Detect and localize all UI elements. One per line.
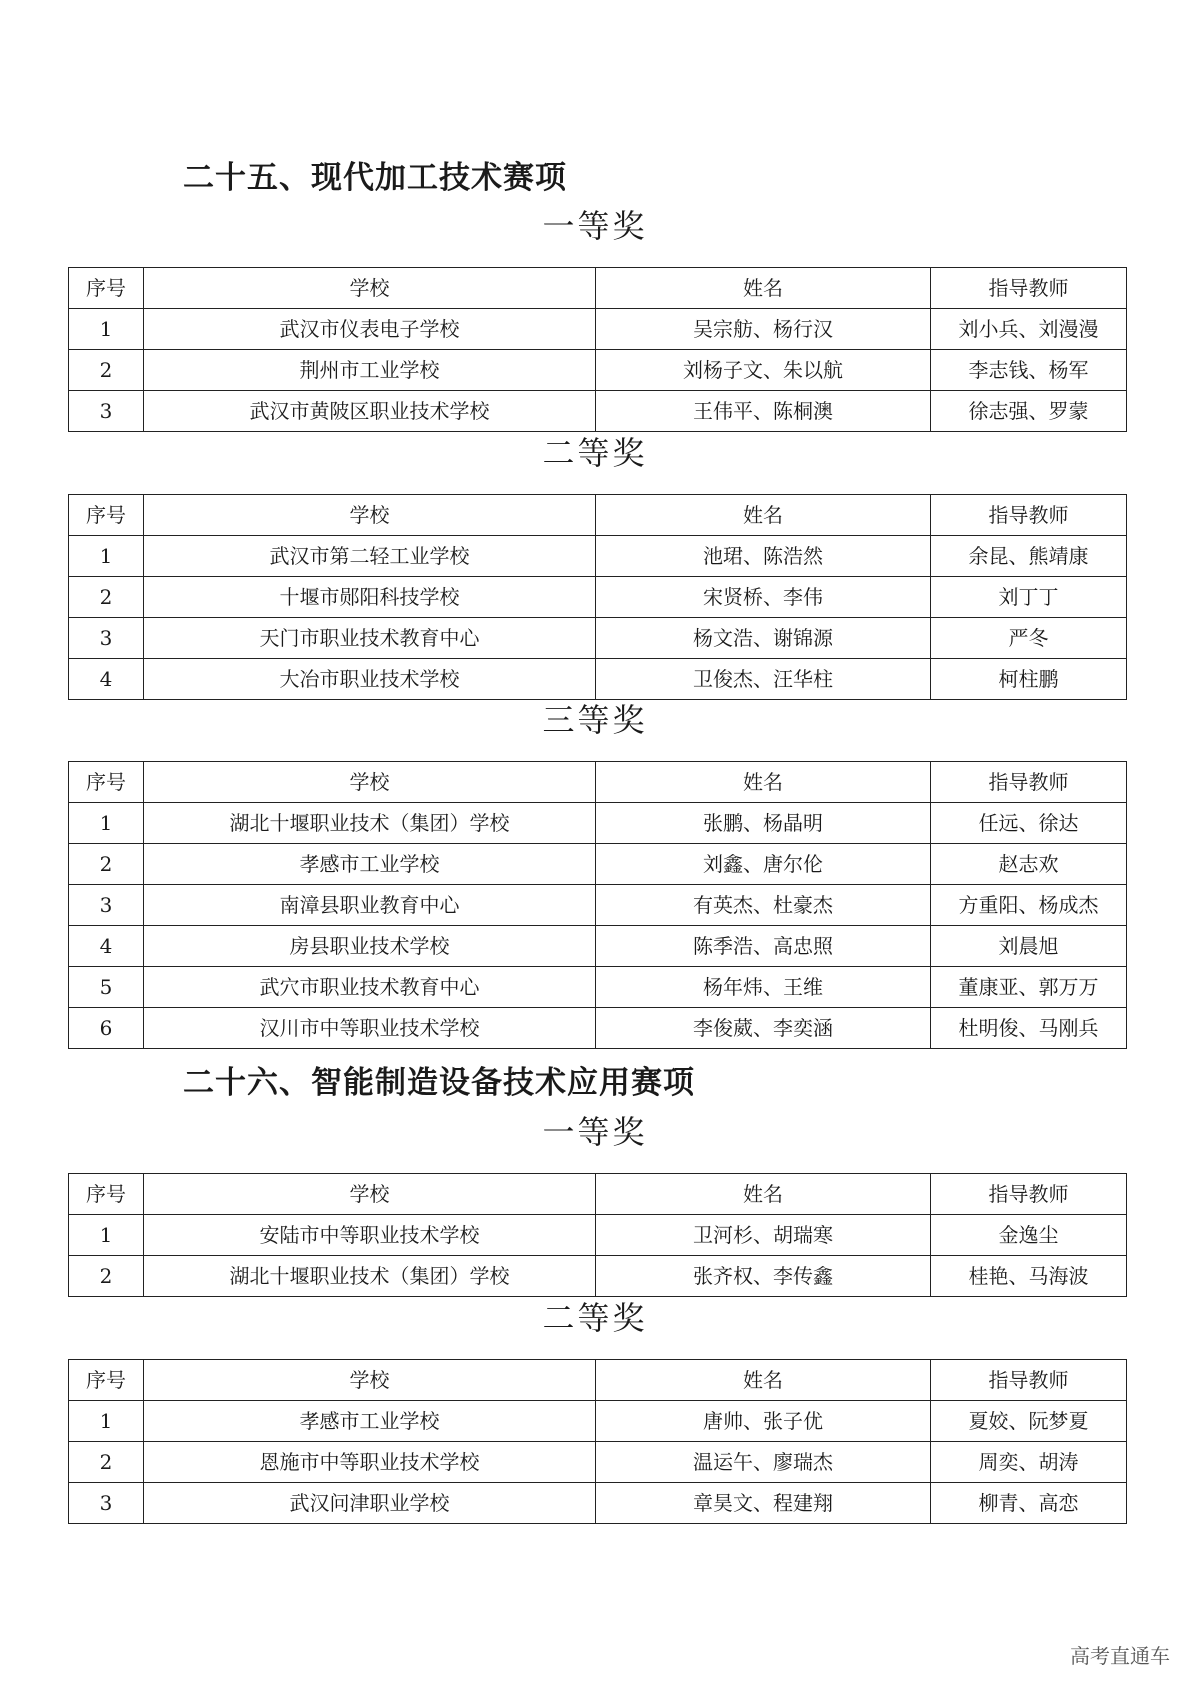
cell-no: 1	[69, 803, 144, 844]
table-row	[69, 926, 1127, 967]
cell-no: 4	[69, 926, 144, 967]
table-row	[69, 967, 1127, 1008]
header-cell: 指导教师	[931, 495, 1127, 536]
cell-school: 武汉问津职业学校	[144, 1483, 596, 1524]
prize-heading: 一等奖	[542, 1113, 648, 1151]
cell-no: 2	[69, 844, 144, 885]
cell-name: 唐帅、张子优	[596, 1401, 931, 1442]
cell-no: 3	[69, 618, 144, 659]
header-cell: 序号	[69, 1174, 144, 1215]
cell-school: 荆州市工业学校	[144, 350, 596, 391]
table-row	[69, 536, 1127, 577]
award-table	[68, 1359, 1127, 1524]
cell-teacher: 董康亚、郭万万	[931, 967, 1127, 1008]
cell-teacher: 方重阳、杨成杰	[931, 885, 1127, 926]
cell-teacher: 金逸尘	[931, 1215, 1127, 1256]
cell-school: 大冶市职业技术学校	[144, 659, 596, 700]
table-header-row	[69, 1360, 1127, 1401]
table-row	[69, 659, 1127, 700]
prize-heading: 一等奖	[542, 207, 648, 245]
header-cell: 姓名	[596, 268, 931, 309]
header-cell: 学校	[144, 762, 596, 803]
table-row	[69, 1442, 1127, 1483]
cell-teacher: 赵志欢	[931, 844, 1127, 885]
header-cell: 姓名	[596, 495, 931, 536]
header-cell: 学校	[144, 495, 596, 536]
cell-teacher: 夏姣、阮梦夏	[931, 1401, 1127, 1442]
cell-teacher: 徐志强、罗蒙	[931, 391, 1127, 432]
cell-name: 宋贤桥、李伟	[596, 577, 931, 618]
cell-school: 孝感市工业学校	[144, 844, 596, 885]
table-row	[69, 1256, 1127, 1297]
cell-no: 3	[69, 1483, 144, 1524]
watermark: 高考直通车	[1070, 1644, 1170, 1668]
cell-teacher: 周奕、胡涛	[931, 1442, 1127, 1483]
cell-no: 3	[69, 391, 144, 432]
cell-name: 王伟平、陈桐澳	[596, 391, 931, 432]
header-cell: 学校	[144, 1174, 596, 1215]
header-cell: 指导教师	[931, 1174, 1127, 1215]
cell-teacher: 刘小兵、刘漫漫	[931, 309, 1127, 350]
cell-teacher: 柯柱鹏	[931, 659, 1127, 700]
header-cell: 姓名	[596, 1174, 931, 1215]
header-cell: 学校	[144, 1360, 596, 1401]
table-row	[69, 1401, 1127, 1442]
cell-teacher: 余昆、熊靖康	[931, 536, 1127, 577]
cell-school: 湖北十堰职业技术（集团）学校	[144, 803, 596, 844]
header-cell: 序号	[69, 762, 144, 803]
table-row	[69, 885, 1127, 926]
cell-name: 刘杨子文、朱以航	[596, 350, 931, 391]
cell-no: 4	[69, 659, 144, 700]
cell-name: 杨文浩、谢锦源	[596, 618, 931, 659]
cell-no: 2	[69, 350, 144, 391]
cell-school: 房县职业技术学校	[144, 926, 596, 967]
prize-heading: 三等奖	[542, 701, 648, 739]
cell-school: 武穴市职业技术教育中心	[144, 967, 596, 1008]
cell-name: 卫河杉、胡瑞寒	[596, 1215, 931, 1256]
header-cell: 学校	[144, 268, 596, 309]
cell-teacher: 杜明俊、马刚兵	[931, 1008, 1127, 1049]
cell-school: 武汉市第二轻工业学校	[144, 536, 596, 577]
table-row	[69, 391, 1127, 432]
cell-school: 安陆市中等职业技术学校	[144, 1215, 596, 1256]
award-table	[68, 267, 1127, 432]
header-cell: 指导教师	[931, 1360, 1127, 1401]
cell-no: 5	[69, 967, 144, 1008]
cell-teacher: 李志钱、杨军	[931, 350, 1127, 391]
cell-name: 章昊文、程建翔	[596, 1483, 931, 1524]
award-table	[68, 761, 1127, 1049]
header-cell: 序号	[69, 1360, 144, 1401]
cell-teacher: 任远、徐达	[931, 803, 1127, 844]
header-cell: 姓名	[596, 1360, 931, 1401]
table-row	[69, 803, 1127, 844]
cell-no: 1	[69, 309, 144, 350]
cell-no: 1	[69, 1215, 144, 1256]
cell-school: 十堰市郧阳科技学校	[144, 577, 596, 618]
table-header-row	[69, 268, 1127, 309]
cell-no: 3	[69, 885, 144, 926]
cell-school: 南漳县职业教育中心	[144, 885, 596, 926]
cell-no: 1	[69, 536, 144, 577]
table-row	[69, 618, 1127, 659]
cell-name: 刘鑫、唐尔伦	[596, 844, 931, 885]
table-row	[69, 1215, 1127, 1256]
cell-name: 李俊葳、李奕涵	[596, 1008, 931, 1049]
header-cell: 姓名	[596, 762, 931, 803]
cell-school: 孝感市工业学校	[144, 1401, 596, 1442]
header-cell: 指导教师	[931, 268, 1127, 309]
award-table	[68, 1173, 1127, 1297]
header-cell: 序号	[69, 268, 144, 309]
cell-name: 张鹏、杨晶明	[596, 803, 931, 844]
prize-heading: 二等奖	[542, 1299, 648, 1337]
section-title: 二十六、智能制造设备技术应用赛项	[183, 1065, 695, 1101]
cell-no: 2	[69, 1442, 144, 1483]
cell-name: 池珺、陈浩然	[596, 536, 931, 577]
cell-no: 6	[69, 1008, 144, 1049]
cell-teacher: 桂艳、马海波	[931, 1256, 1127, 1297]
cell-teacher: 刘晨旭	[931, 926, 1127, 967]
cell-name: 有英杰、杜豪杰	[596, 885, 931, 926]
cell-school: 恩施市中等职业技术学校	[144, 1442, 596, 1483]
table-header-row	[69, 495, 1127, 536]
cell-no: 2	[69, 577, 144, 618]
cell-name: 杨年炜、王维	[596, 967, 931, 1008]
cell-school: 天门市职业技术教育中心	[144, 618, 596, 659]
cell-no: 2	[69, 1256, 144, 1297]
cell-school: 湖北十堰职业技术（集团）学校	[144, 1256, 596, 1297]
table-row	[69, 309, 1127, 350]
header-cell: 指导教师	[931, 762, 1127, 803]
cell-teacher: 严冬	[931, 618, 1127, 659]
table-row	[69, 1008, 1127, 1049]
table-header-row	[69, 762, 1127, 803]
table-row	[69, 1483, 1127, 1524]
section-title: 二十五、现代加工技术赛项	[183, 160, 567, 196]
cell-name: 张齐权、李传鑫	[596, 1256, 931, 1297]
cell-name: 温运午、廖瑞杰	[596, 1442, 931, 1483]
table-row	[69, 350, 1127, 391]
cell-teacher: 柳青、高恋	[931, 1483, 1127, 1524]
table-row	[69, 577, 1127, 618]
award-table	[68, 494, 1127, 700]
prize-heading: 二等奖	[542, 434, 648, 472]
table-row	[69, 844, 1127, 885]
cell-teacher: 刘丁丁	[931, 577, 1127, 618]
cell-name: 吴宗舫、杨行汉	[596, 309, 931, 350]
cell-name: 陈季浩、高忠照	[596, 926, 931, 967]
cell-school: 武汉市黄陂区职业技术学校	[144, 391, 596, 432]
cell-school: 汉川市中等职业技术学校	[144, 1008, 596, 1049]
table-header-row	[69, 1174, 1127, 1215]
cell-school: 武汉市仪表电子学校	[144, 309, 596, 350]
header-cell: 序号	[69, 495, 144, 536]
cell-name: 卫俊杰、汪华柱	[596, 659, 931, 700]
cell-no: 1	[69, 1401, 144, 1442]
